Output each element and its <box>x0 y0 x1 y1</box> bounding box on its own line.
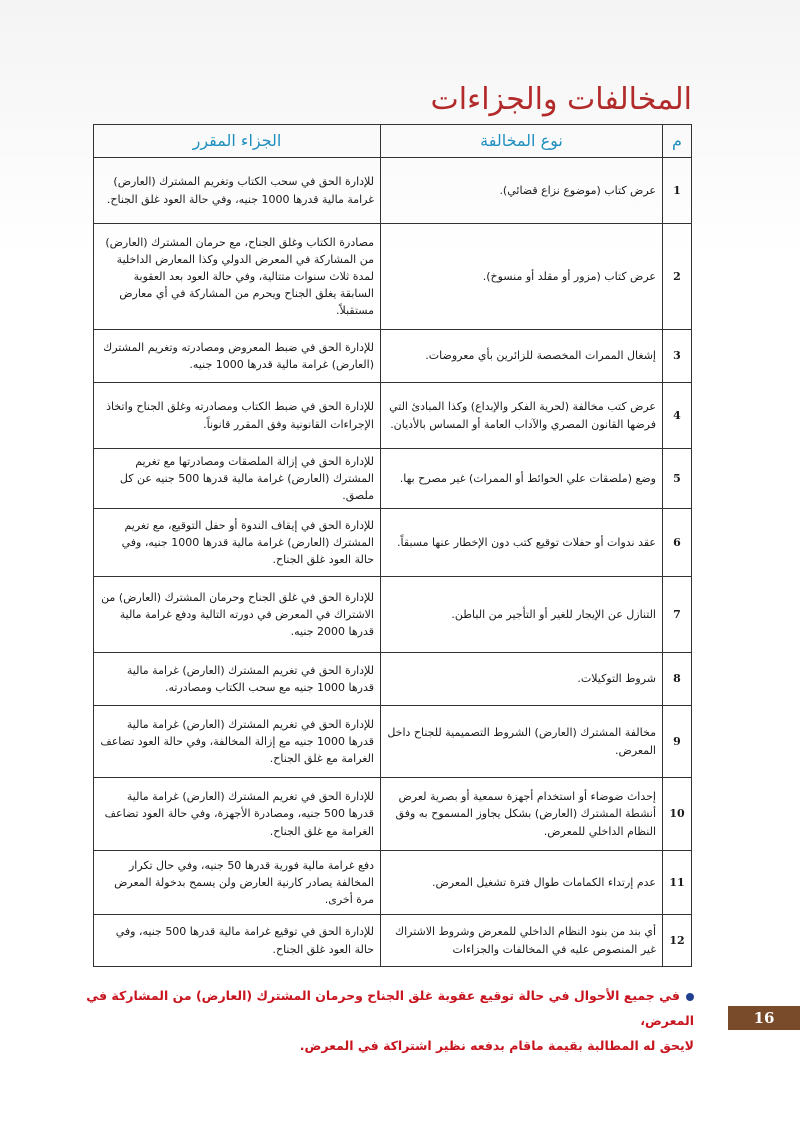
table-row <box>94 577 692 653</box>
row-penalty: للإدارة الحق في تغريم المشترك (العارض) غرامة مالية قدرها 500 جنيه، ومصادرة الأجهزة، وفي حالة العود تضاعف الغرامة مع غلق الجناح. <box>94 778 381 851</box>
row-number: 7 <box>663 577 692 653</box>
row-penalty: للإدارة الحق في ضبط المعروض ومصادرته وتغريم المشترك (العارض) غرامة مالية قدرها 1000 جنيه. <box>94 330 381 383</box>
row-number: 5 <box>663 449 692 509</box>
row-penalty: للإدارة الحق في تغريم المشترك (العارض) غرامة مالية قدرها 1000 جنيه مع إزالة المخالفة، وفي حالة العود تضاعف الغرامة مع غلق الجناح. <box>94 706 381 778</box>
row-penalty: مصادرة الكتاب وغلق الجناح، مع حرمان المشترك (العارض) من المشاركة في المعرض الدولي وكذا المعارض الداخلية لمدة ثلاث سنوات متتالية، وفي حالة العود بعد العقوبة السابقة يغلق الجناح ويحرم من المشاركة في أي معارض مستقبلاً. <box>94 224 381 330</box>
row-violation: عرض كتاب (مزور أو مقلد أو منسوخ). <box>381 224 663 330</box>
row-violation: شروط التوكيلات. <box>381 653 663 706</box>
row-number: 10 <box>663 778 692 851</box>
row-violation: عرض كتاب (موضوع نزاع قضائي). <box>381 158 663 224</box>
header-penalty: الجزاء المقرر <box>94 125 381 158</box>
row-penalty: للإدارة الحق في سحب الكتاب وتغريم المشترك (العارض) غرامة مالية قدرها 1000 جنيه، وفي حالة العود غلق الجناح. <box>94 158 381 224</box>
row-penalty: دفع غرامة مالية فورية قدرها 50 جنيه، وفي حال تكرار المخالفة يصادر كارنية العارض ولن يسمح بدخولة المعرض مرة أخرى. <box>94 851 381 915</box>
footnote-line-2: لايحق له المطالبة بقيمة ماقام بدفعه نظير اشتراكة في المعرض. <box>299 1038 694 1053</box>
table-row <box>94 330 692 383</box>
row-number: 4 <box>663 383 692 449</box>
bullet-icon <box>686 993 694 1001</box>
table-row <box>94 158 692 224</box>
table-row <box>94 449 692 509</box>
table-row <box>94 653 692 706</box>
violations-table <box>93 124 692 967</box>
row-penalty: للإدارة الحق في إيقاف الندوة أو حفل التوقيع، مع تغريم المشترك (العارض) غرامة مالية قدرها 1000 جنيه، وفي حالة العود غلق الجناح. <box>94 509 381 577</box>
table-row <box>94 915 692 967</box>
table-row <box>94 509 692 577</box>
row-violation: أي بند من بنود النظام الداخلي للمعرض وشروط الاشتراك غير المنصوص عليه في المخالفات والجزاءات <box>381 915 663 967</box>
footnote-line-1 <box>84 983 694 1033</box>
row-penalty: للإدارة الحق في إزالة الملصقات ومصادرتها مع تغريم المشترك (العارض) غرامة مالية قدرها 500 جنيه عن كل ملصق. <box>94 449 381 509</box>
table-row <box>94 383 692 449</box>
row-penalty: للإدارة الحق في توقيع غرامة مالية قدرها 500 جنيه، وفي حالة العود غلق الجناح. <box>94 915 381 967</box>
table-header-row <box>94 125 692 158</box>
row-violation: عرض كتب مخالفة (لحرية الفكر والإبداع) وكذا المبادئ التي فرضها القانون المصري والآداب العامة أو المساس بالأديان. <box>381 383 663 449</box>
row-penalty: للإدارة الحق في ضبط الكتاب ومصادرته وغلق الجناح واتخاذ الإجراءات القانونية وفق المقرر قانوناً. <box>94 383 381 449</box>
row-number: 11 <box>663 851 692 915</box>
row-violation: عقد ندوات أو حفلات توقيع كتب دون الإخطار عنها مسبقاً. <box>381 509 663 577</box>
table-row <box>94 778 692 851</box>
page-title: المخالفات والجزاءات <box>430 82 692 117</box>
row-penalty: للإدارة الحق في غلق الجناح وحرمان المشترك (العارض) من الاشتراك في المعرض في دورته التالية ودفع غرامة مالية قدرها 2000 جنيه. <box>94 577 381 653</box>
footnote <box>84 983 694 1058</box>
row-number: 1 <box>663 158 692 224</box>
row-number: 2 <box>663 224 692 330</box>
row-violation: مخالفة المشترك (العارض) الشروط التصميمية للجناح داخل المعرض. <box>381 706 663 778</box>
table-row <box>94 224 692 330</box>
header-violation: نوع المخالفة <box>381 125 663 158</box>
row-violation: التنازل عن الإيجار للغير أو التأجير من الباطن. <box>381 577 663 653</box>
row-violation: عدم إرتداء الكمامات طوال فترة تشغيل المعرض. <box>381 851 663 915</box>
row-number: 12 <box>663 915 692 967</box>
row-number: 3 <box>663 330 692 383</box>
row-violation: إحداث ضوضاء أو استخدام أجهزة سمعية أو بصرية لعرض أنشطة المشترك (العارض) بشكل يجاوز المسموح به وفق النظام الداخلي للمعرض. <box>381 778 663 851</box>
footnote-text-1: في جميع الأحوال في حالة توقيع عقوبة غلق الجناح وحرمان المشترك (العارض) من المشاركة في المعرض، <box>86 988 694 1028</box>
row-number: 9 <box>663 706 692 778</box>
table-row <box>94 851 692 915</box>
header-num: م <box>663 125 692 158</box>
row-penalty: للإدارة الحق في تغريم المشترك (العارض) غرامة مالية قدرها 1000 جنيه مع سحب الكتاب ومصادرته. <box>94 653 381 706</box>
row-violation: إشغال الممرات المخصصة للزائرين بأي معروضات. <box>381 330 663 383</box>
page-number: 16 <box>728 1006 800 1030</box>
row-number: 6 <box>663 509 692 577</box>
row-number: 8 <box>663 653 692 706</box>
table-row <box>94 706 692 778</box>
row-violation: وضع (ملصقات علي الحوائط أو الممرات) غير مصرح بها. <box>381 449 663 509</box>
